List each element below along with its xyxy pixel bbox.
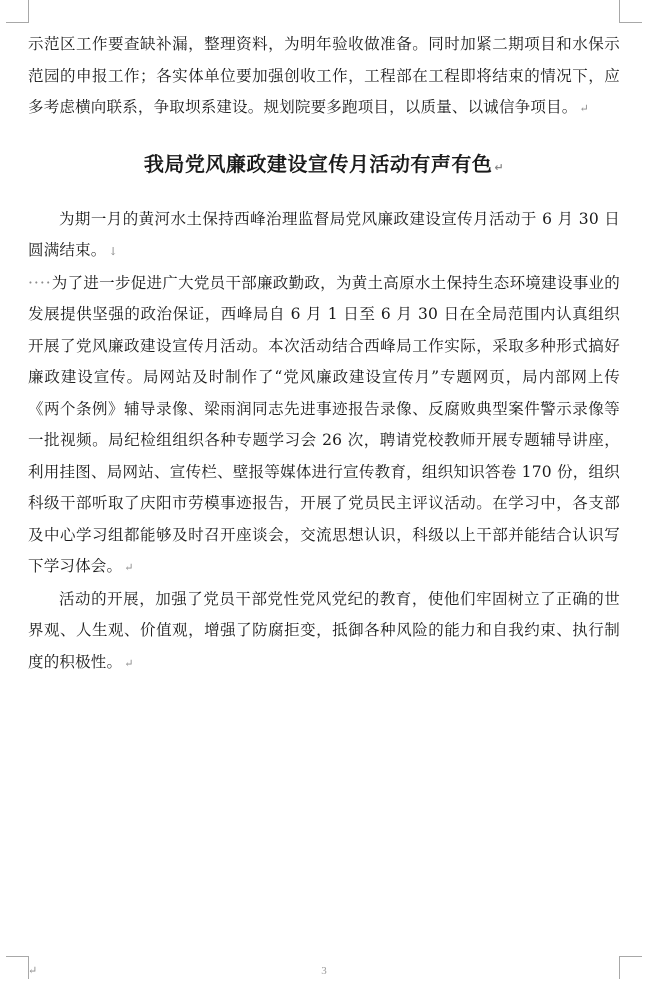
paragraph-text: 为期一月的黄河水土保持西峰治理监督局党风廉政建设宣传月活动于 6 月 30 日圆满结束。 [28,209,620,259]
crop-mark-top-right [619,0,642,23]
document-body [28,29,620,679]
paragraph-text: 为了进一步促进广大党员干部廉政勤政，为黄土高原水土保持生态环境建设事业的发展提供坚强的政治保证，西峰局自 6 月 1 日至 6 月 30 日在全局范围内认真组织开展了党风廉政建设宣传月活动。本次活动结合西峰局工作实际，采取多种形式搞好廉政建设宣传。局网站及时制作了“党风廉政建设宣传月”专题网页，局内部网上传《两个条例》辅导录像、梁雨润同志先进事迹报告录像、反腐败典型案件警示录像等一批视频。局纪检组组织各种专题学习会 26 次，聘请党校教师开展专题辅导讲座，利用挂图、局网站、宣传栏、壁报等媒体进行宣传教育，组织知识答卷 170 份，组织科级干部听取了庆阳市劳模事迹报告，开展了党员民主评议活动。在学习中，各支部及中心学习组都能够及时召开座谈会，交流思想认识，科级以上干部并能结合认识写下学习体会。 [28,273,620,575]
page-number: 3 [321,965,327,977]
paragraph-mark-icon: ↵ [494,160,505,174]
paragraph-mark-icon: ↵ [124,561,134,574]
paragraph-mark-icon: ↵ [579,102,589,115]
line-break-mark-icon: ↓ [108,245,118,258]
paragraph-text: 示范区工作要查缺补漏，整理资料，为明年验收做准备。同时加紧二期项目和水保示范园的申报工作；各实体单位要加强创收工作，工程部在工程即将结束的情况下，应多考虑横向联系，争取坝系建设。规划院要多跑项目，以质量、以诚信争项目。 [28,35,620,116]
paragraph-mark-icon: ↵ [124,656,134,670]
paragraph-2[interactable] [28,268,620,584]
footer-paragraph-mark-icon: ↵ [28,964,38,977]
paragraph-1[interactable] [28,204,620,268]
article-title-text: 我局党风廉政建设宣传月活动有声有色 [143,151,493,176]
paragraph-3[interactable] [28,584,620,680]
paragraph-text: 活动的开展，加强了党员干部党性党风党纪的教育，使他们牢固树立了正确的世界观、人生观、价值观，增强了防腐拒变，抵御各种风险的能力和自我约束、执行制度的积极性。 [28,589,620,671]
crop-mark-top-left [6,0,29,23]
paragraph-continued[interactable] [28,29,620,125]
article-title[interactable] [28,149,620,183]
leading-spaces-mark: ···· [28,273,52,292]
